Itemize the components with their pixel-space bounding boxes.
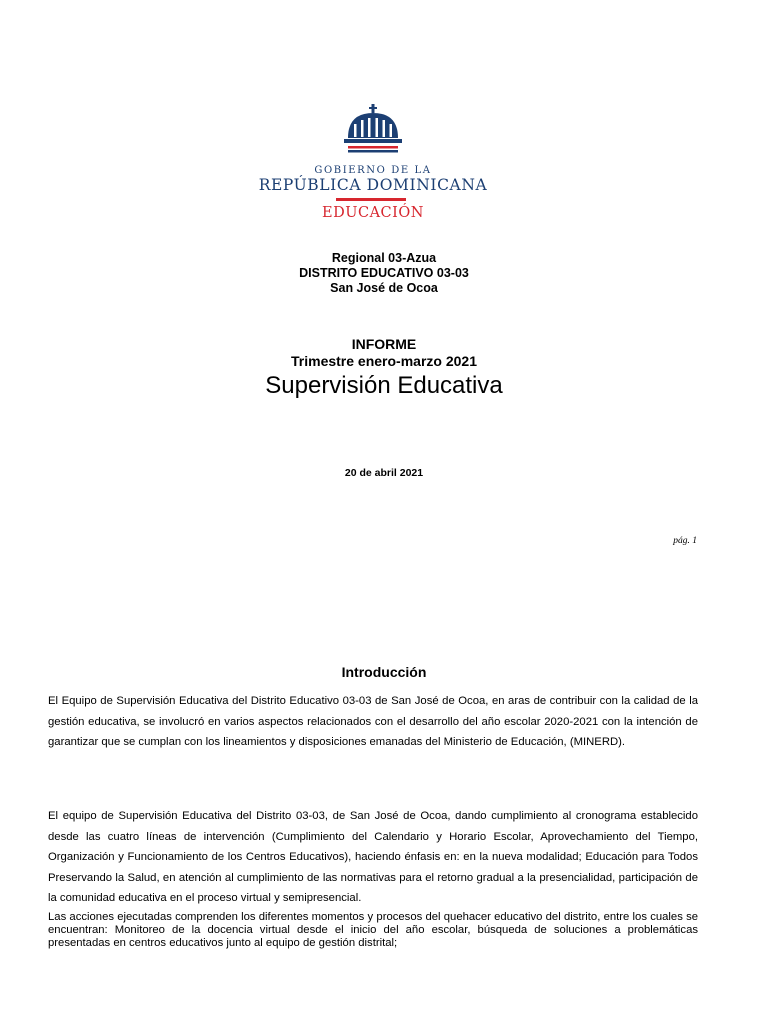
report-label: INFORME — [351, 336, 417, 352]
report-period: Trimestre enero-marzo 2021 — [291, 353, 477, 369]
ministry-logo — [252, 104, 494, 226]
intro-paragraph-1: El Equipo de Supervisión Educativa del Distrito Educativo 03-03 de San José de Ocoa, en aras de contribuir con la calidad de la gestión educativa, se involucró en varios aspectos relacionados con el desarrollo del año escolar 2020-2021 con la intención de garantizar que se cumplan con los lineamientos y disposiciones emanadas del Ministerio de Educación, (MINERD). — [48, 695, 698, 748]
intro-paragraph-2: El equipo de Supervisión Educativa del Distrito 03-03, de San José de Ocoa, dando cumplimiento al cronograma establecido desde las cuatro líneas de intervención (Cumplimiento del Calendario y Horario Escolar, Aprovechamiento del Tiempo, Organización y Funcionamiento de los Centros Educativos), haciendo énfasis en: en la nueva modalidad; Educación para Todos Preservando la Salud, en atención al cumplimiento de las normativas para el retorno gradual a la presencialidad, participación de la comunidad educativa en el proceso virtual y semipresencial. — [48, 810, 698, 904]
regional-line: Regional 03-Azua — [331, 251, 437, 265]
page-number: pág. 1 — [673, 536, 697, 546]
report-title: Supervisión Educativa — [265, 372, 503, 399]
logo-divider — [336, 198, 406, 201]
dome-icon — [344, 104, 402, 156]
report-date: 20 de abril 2021 — [344, 467, 424, 479]
intro-paragraph-3: Las acciones ejecutadas comprenden los diferentes momentos y procesos del quehacer educativo del distrito, entre los cuales se encuentran: Monitoreo de la docencia virtual desde el inicio del año escolar, búsqueda de soluciones a problemáticas presentadas en centros educativos junto al equipo de gestión distrital; — [48, 911, 698, 949]
logo-country-name: REPÚBLICA DOMINICANA — [258, 176, 488, 194]
logo-government-line: GOBIERNO DE LA — [314, 165, 432, 176]
intro-heading: Introducción — [341, 664, 427, 680]
logo-ministry-name: EDUCACIÓN — [322, 205, 424, 221]
location-line: San José de Ocoa — [330, 281, 438, 295]
district-line: DISTRITO EDUCATIVO 03-03 — [299, 266, 469, 280]
